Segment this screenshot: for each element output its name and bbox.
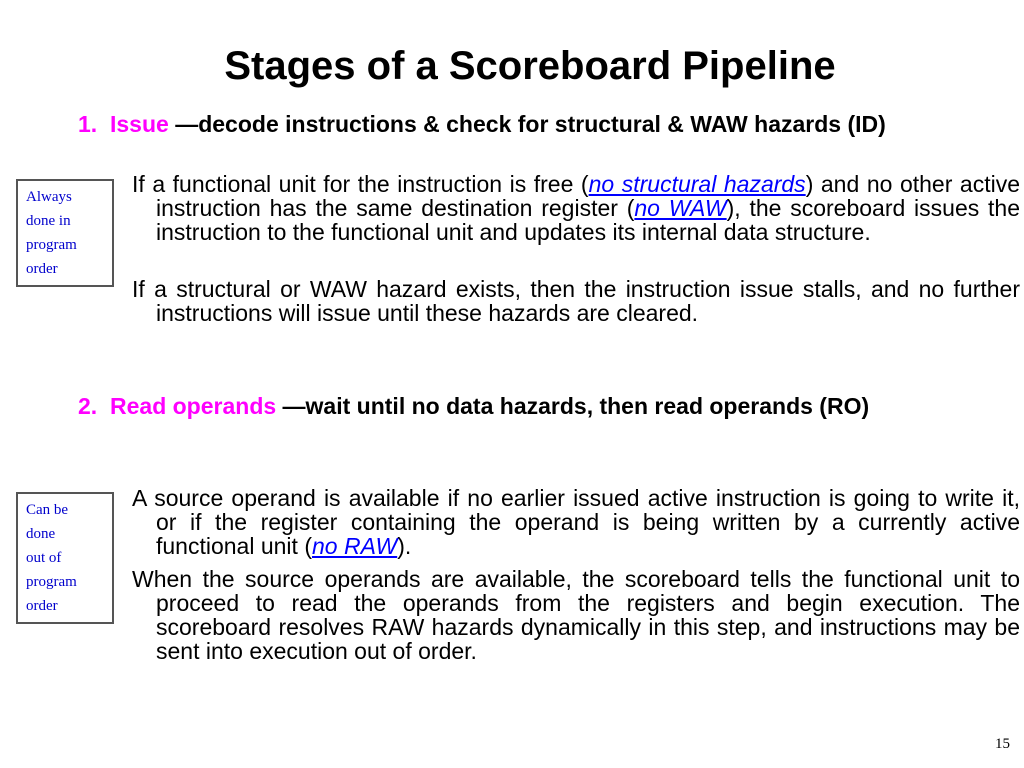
stage1-name: Issue bbox=[110, 111, 169, 137]
note-line: order bbox=[26, 598, 58, 614]
stage1-paragraph-1 bbox=[132, 172, 1020, 244]
note-line: program bbox=[26, 237, 77, 253]
stage2-paragraph-2: When the source operands are available, the scoreboard tells the functional unit to proceed to read the operands from the registers and begin execution. The scoreboard resolves RAW hazards dynamically in this step, and instructions may be sent into execution out of order. bbox=[132, 566, 1020, 664]
note-line: order bbox=[26, 261, 58, 277]
stage2-paragraph-1 bbox=[132, 486, 1020, 558]
note-line: done bbox=[26, 526, 56, 542]
stage1-p1-pre: If a functional unit for the instruction is free ( bbox=[132, 171, 589, 197]
no-waw-link[interactable]: no WAW bbox=[634, 195, 727, 221]
page-number: 15 bbox=[995, 736, 1010, 752]
stage1-p1-post: ), the scoreboard issues the instruction to the functional unit and updates its internal data structure. bbox=[156, 195, 1020, 245]
stage1-number: 1. bbox=[78, 111, 98, 137]
stage2-heading bbox=[78, 393, 996, 419]
note-line: Always bbox=[26, 189, 72, 205]
stage1-heading bbox=[78, 111, 996, 137]
stage2-name: Read operands bbox=[110, 393, 277, 419]
stage1-p1-mid: ) and no other active instruction has the same destination register ( bbox=[156, 171, 1021, 221]
note-line: program bbox=[26, 574, 77, 590]
stage1-paragraph-2: If a structural or WAW hazard exists, then the instruction issue stalls, and no further instructions will issue until these hazards are cleared. bbox=[132, 276, 1020, 326]
note-out-of-order bbox=[16, 492, 114, 624]
stage2-p1-post: ). bbox=[397, 533, 412, 559]
note-line: out of bbox=[26, 550, 62, 566]
slide-title: Stages of a Scoreboard Pipeline bbox=[224, 44, 836, 88]
stage2-number: 2. bbox=[78, 393, 98, 419]
stage2-description: —wait until no data hazards, then read operands (RO) bbox=[276, 393, 870, 419]
no-raw-link[interactable]: no RAW bbox=[311, 533, 398, 559]
stage1-description: —decode instructions & check for structural & WAW hazards (ID) bbox=[168, 111, 886, 137]
note-always-in-order bbox=[16, 179, 114, 287]
stage2-p1-pre: A source operand is available if no earlier issued active instruction is going to write it, or if the register containing the operand is being written by a currently active functional unit ( bbox=[132, 485, 1020, 559]
note-line: Can be bbox=[26, 502, 69, 518]
note-line: done in bbox=[26, 213, 71, 229]
no-structural-hazards-link[interactable]: no structural hazards bbox=[588, 171, 806, 197]
